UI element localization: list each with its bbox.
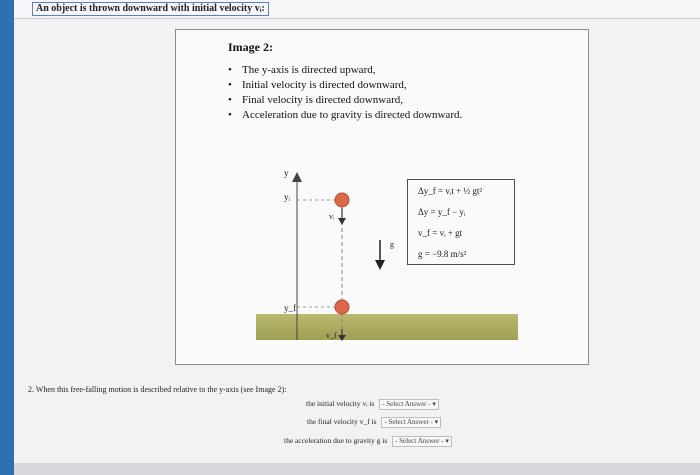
ball-final (335, 300, 349, 314)
g-arrow-head (375, 260, 385, 270)
equation-delta-y: Δy = y_f − yᵢ (418, 207, 466, 217)
yf-label: y_f (284, 303, 296, 313)
y-axis-arrow (292, 172, 302, 182)
equation-final-velocity: v_f = vᵢ + gt (418, 228, 463, 238)
question-item-label: the acceleration due to gravity g is (284, 436, 388, 445)
question-item-label: the final velocity v_f is (307, 417, 377, 426)
question-item-final-velocity (307, 417, 441, 428)
bullet-item: • Acceleration due to gravity is directed downward. (228, 109, 463, 121)
bottom-bar (14, 463, 700, 475)
vi-label: vᵢ (329, 212, 335, 221)
bullet-item: • Final velocity is directed downward, (228, 94, 403, 106)
image-title: Image 2: (228, 40, 273, 54)
yi-label: yᵢ (284, 192, 290, 202)
vf-label: v_f (326, 331, 337, 340)
gravity-select[interactable]: - Select Answer - ▾ (392, 436, 452, 447)
bullet-item: • Initial velocity is directed downward, (228, 79, 407, 91)
final-velocity-select[interactable]: - Select Answer - ▾ (381, 417, 441, 428)
question-item-label: the initial velocity vᵢ is (306, 399, 375, 408)
g-label: g (390, 240, 394, 249)
question-item-initial-velocity (306, 399, 439, 410)
question-header-text: An object is thrown downward with initial velocity vᵢ: (32, 2, 269, 16)
vf-arrow-head (338, 335, 346, 341)
y-axis-label: y (284, 168, 289, 178)
vi-arrow-head (338, 218, 346, 225)
ball-initial (335, 193, 349, 207)
initial-velocity-select[interactable]: - Select Answer - ▾ (379, 399, 439, 410)
equation-displacement: Δy_f = vᵢt + ½ gt² (418, 186, 483, 196)
equation-box (407, 179, 515, 265)
bullet-item: • The y-axis is directed upward, (228, 64, 376, 76)
question-item-gravity (284, 436, 452, 447)
equation-gravity: g = −9.8 m/s² (418, 249, 467, 259)
question-text: 2. When this free-falling motion is described relative to the y-axis (see Image 2): (28, 385, 287, 394)
